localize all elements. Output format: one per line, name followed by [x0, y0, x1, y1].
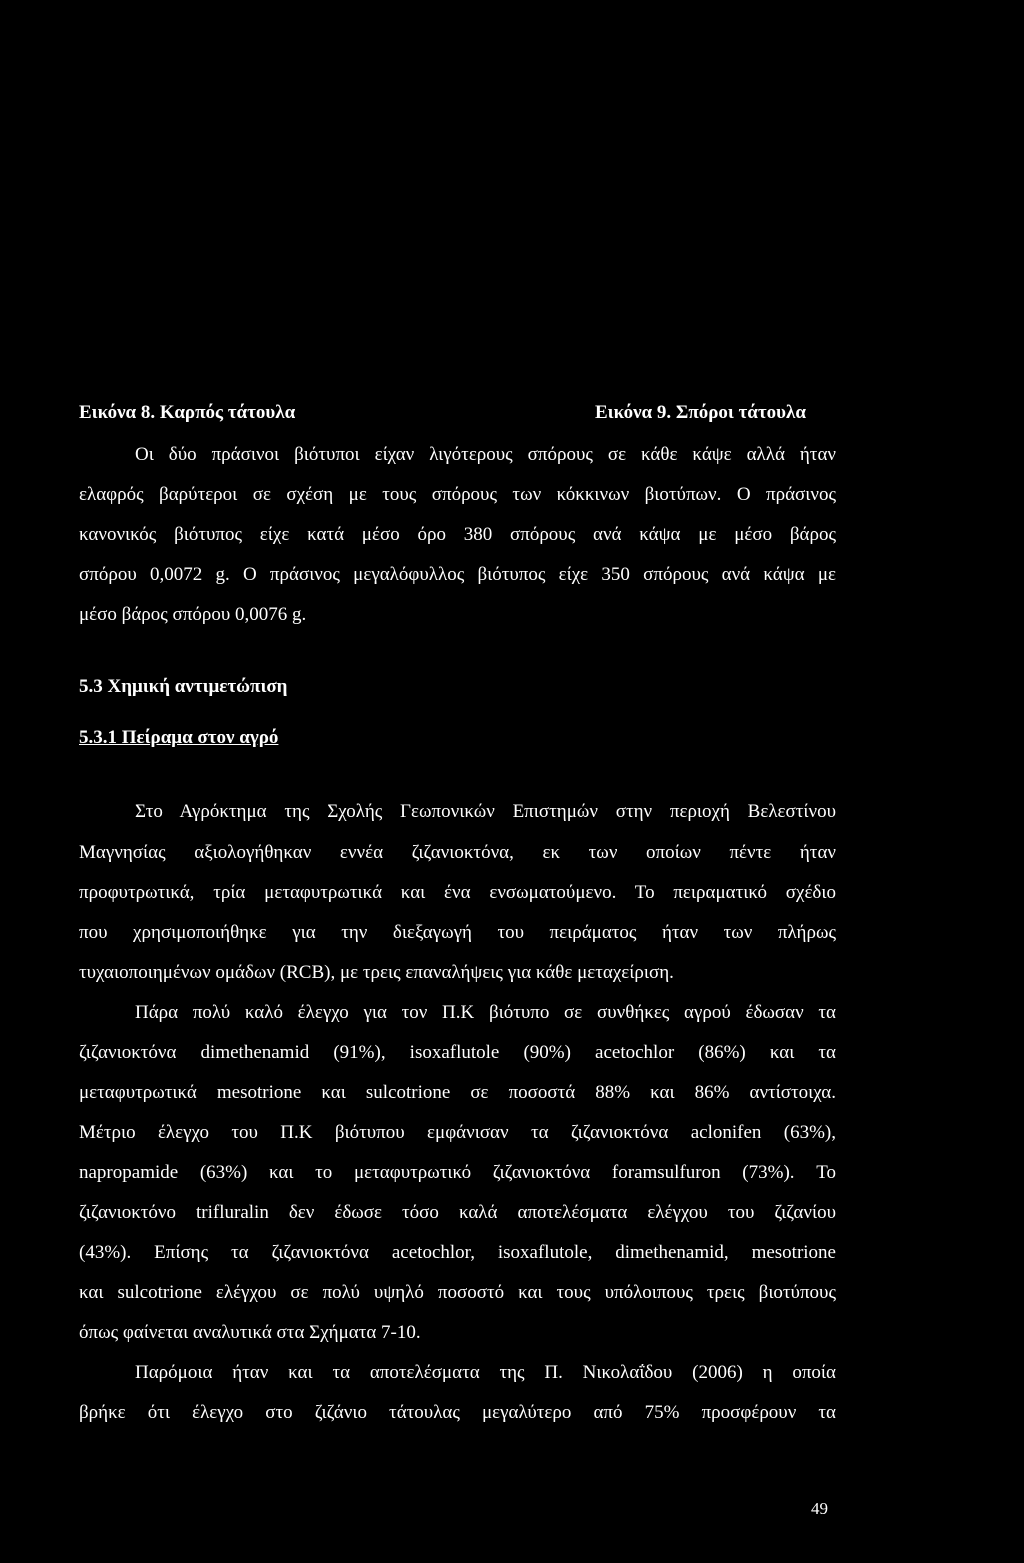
subsection-heading: 5.3.1 Πείραμα στον αγρό [79, 727, 279, 748]
para3-line-7: (43%). Επίσης τα ζιζανιοκτόνα acetochlor, isoxaflutole, dimethenamid, mesotrione [79, 1242, 836, 1263]
para1-line-5: μέσο βάρος σπόρου 0,0076 g. [79, 604, 307, 625]
para3-line-6: ζιζανιοκτόνο trifluralin δεν έδωσε τόσο καλά αποτελέσματα ελέγχου του ζιζανίου [79, 1202, 836, 1223]
para3-line-3: μεταφυτρωτικά mesotrione και sulcotrione σε ποσοστά 88% και 86% αντίστοιχα. [79, 1082, 836, 1103]
para2-line-1: Στο Αγρόκτημα της Σχολής Γεωπονικών Επιστημών στην περιοχή Βελεστίνου [135, 801, 836, 822]
para1-line-2: ελαφρός βαρύτεροι σε σχέση με τους σπόρους των κόκκινων βιοτύπων. Ο πράσινος [79, 484, 836, 505]
caption-figure-9: Εικόνα 9. Σπόροι τάτουλα [595, 402, 806, 423]
para3-line-8: και sulcotrione ελέγχου σε πολύ υψηλό ποσοστό και τους υπόλοιπους τρεις βιοτύπους [79, 1282, 836, 1303]
para3-line-1: Πάρα πολύ καλό έλεγχο για τον Π.Κ βιότυπο σε συνθήκες αγρού έδωσαν τα [135, 1002, 836, 1023]
para3-line-9: όπως φαίνεται αναλυτικά στα Σχήματα 7-10. [79, 1322, 421, 1343]
para2-line-4: που χρησιμοποιήθηκε για την διεξαγωγή του πειράματος ήταν των πλήρως [79, 922, 836, 943]
section-heading: 5.3 Χημική αντιμετώπιση [79, 676, 288, 697]
para1-line-1: Οι δύο πράσινοι βιότυποι είχαν λιγότερους σπόρους σε κάθε κάψε αλλά ήταν [135, 444, 836, 465]
para3-line-4: Μέτριο έλεγχο του Π.Κ βιότυπου εμφάνισαν τα ζιζανιοκτόνα aclonifen (63%), [79, 1122, 836, 1143]
caption-figure-8: Εικόνα 8. Καρπός τάτουλα [79, 402, 296, 423]
para4-line-2: βρήκε ότι έλεγχο στο ζιζάνιο τάτουλας μεγαλύτερο από 75% προσφέρουν τα [79, 1402, 836, 1423]
para3-line-2: ζιζανιοκτόνα dimethenamid (91%), isoxaflutole (90%) acetochlor (86%) και τα [79, 1042, 836, 1063]
para2-line-5: τυχαιοποιημένων ομάδων (RCB), με τρεις επαναλήψεις για κάθε μεταχείριση. [79, 962, 674, 983]
page-number: 49 [811, 1499, 828, 1518]
para2-line-2: Μαγνησίας αξιολογήθηκαν εννέα ζιζανιοκτόνα, εκ των οποίων πέντε ήταν [79, 842, 836, 863]
para1-line-4: σπόρου 0,0072 g. Ο πράσινος μεγαλόφυλλος βιότυπος είχε 350 σπόρους ανά κάψα με [79, 564, 836, 585]
para3-line-5: napropamide (63%) και το μεταφυτρωτικό ζιζανιοκτόνα foramsulfuron (73%). Το [79, 1162, 836, 1183]
para2-line-3: προφυτρωτικά, τρία μεταφυτρωτικά και ένα ενσωματούμενο. Το πειραματικό σχέδιο [79, 882, 836, 903]
para4-line-1: Παρόμοια ήταν και τα αποτελέσματα της Π. Νικολαΐδου (2006) η οποία [135, 1362, 836, 1383]
para1-line-3: κανονικός βιότυπος είχε κατά μέσο όρο 380 σπόρους ανά κάψα με μέσο βάρος [79, 524, 836, 545]
